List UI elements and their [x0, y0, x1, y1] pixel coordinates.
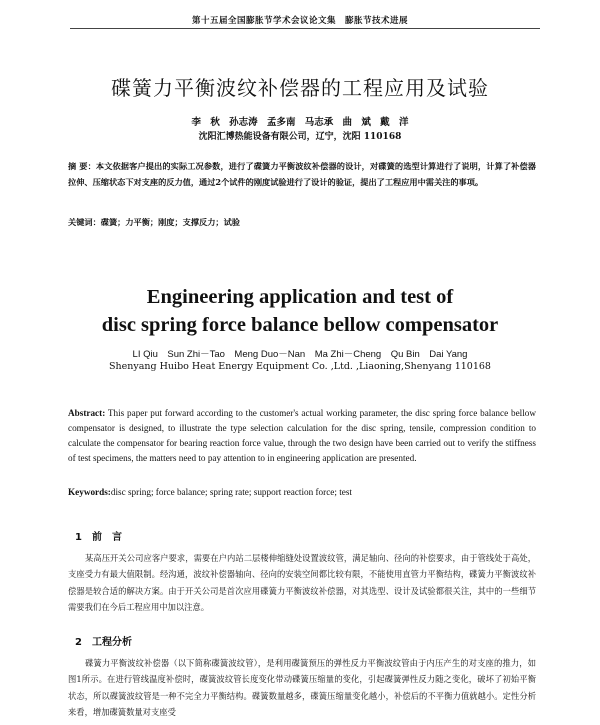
chinese-affiliation: 沈阳汇博热能设备有限公司，辽宁，沈阳 110168	[198, 132, 402, 142]
english-keywords-text: disc spring; force balance; spring rate; support reaction force; test	[110, 487, 352, 497]
english-title-line-1: Engineering application and test of	[146, 286, 454, 308]
chinese-keywords-label: 关键词：	[68, 217, 101, 227]
chinese-authors: 李 秋 孙志涛 孟多南 马志承 曲 斌 戴 洋	[191, 117, 409, 128]
english-abstract	[68, 406, 536, 466]
english-title	[0, 283, 600, 339]
chinese-abstract-label: 摘 要：	[68, 161, 96, 171]
section-heading-introduction: 1 前 言	[75, 532, 122, 543]
chinese-abstract	[68, 158, 536, 190]
chinese-keywords	[68, 217, 536, 228]
english-abstract-label: Abstract:	[68, 408, 106, 418]
running-head: 第十五届全国膨胀节学术会议论文集 膨胀节技术进展	[191, 16, 408, 26]
english-keywords	[68, 487, 536, 497]
english-authors: LI Qiu Sun Zhi－Tao Meng Duo－Nan Ma Zhi－Cheng Qu Bin Dai Yang	[132, 349, 468, 360]
chinese-title: 碟簧力平衡波纹补偿器的工程应用及试验	[111, 76, 489, 100]
section-heading-engineering-analysis: 2 工程分析	[75, 637, 132, 648]
chinese-keywords-text: 碟簧；力平衡；刚度；支撑反力；试验	[100, 217, 240, 227]
english-title-line-2: disc spring force balance bellow compensator	[101, 314, 499, 336]
english-abstract-text: This paper put forward according to the customer's actual working parameter, the disc spring force balance bellow compensator is designed, to illustrate the type selection calculation for the disc spring, tensile, compression condition to calculate the compensator for bearing reaction force value, through the two design have been carried out to verify the stiffness of test specimens, the matters need to pay attention to in engineering application are presented.	[68, 408, 536, 463]
section-body-engineering-analysis: 碟簧力平衡波纹补偿器（以下简称碟簧波纹管），是利用碟簧预压的弹性反力平衡波纹管由于内压产生的对支座的推力，如图1所示。在进行管线温度补偿时，碟簧波纹管长度变化带动碟簧压缩量的变化，引起碟簧弹性反力随之变化，破坏了初始平衡状态，所以碟簧波纹管是一种不完全力平衡结构。碟簧数量越多，碟簧压缩量变化越小，补偿后的不平衡力值就越小。定性分析来看，增加碟簧数量对支座受	[68, 658, 536, 717]
section-body-introduction: 某高压开关公司应客户要求，需要在户内站二层楼伸缩缝处设置波纹管，满足轴向、径向的补偿要求，由于管线处于高处，支座受力有最大值限制。经沟通，波纹补偿器轴向、径向的安装空间都比较有限，不能使用直管力平衡结构，碟簧力平衡波纹补偿器是较合适的解决方案。由于开关公司是首次应用碟簧力平衡波纹补偿器，对其选型、设计及试验都很关注，其中的一些细节需要我们在今后工程应用中加以注意。	[68, 553, 536, 612]
english-keywords-label: Keywords:	[68, 487, 111, 497]
chinese-abstract-text: 本文依据客户提出的实际工况参数，进行了碟簧力平衡波纹补偿器的设计，对碟簧的选型计算进行了说明，计算了补偿器拉伸、压缩状态下对支座的反力值，通过2个试件的刚度试验进行了设计的验证，提出了工程应用中需关注的事项。	[68, 161, 536, 187]
english-affiliation: Shenyang Huibo Heat Energy Equipment Co. ,Ltd. ,Liaoning,Shenyang 110168	[109, 361, 491, 372]
header-rule	[70, 28, 540, 29]
